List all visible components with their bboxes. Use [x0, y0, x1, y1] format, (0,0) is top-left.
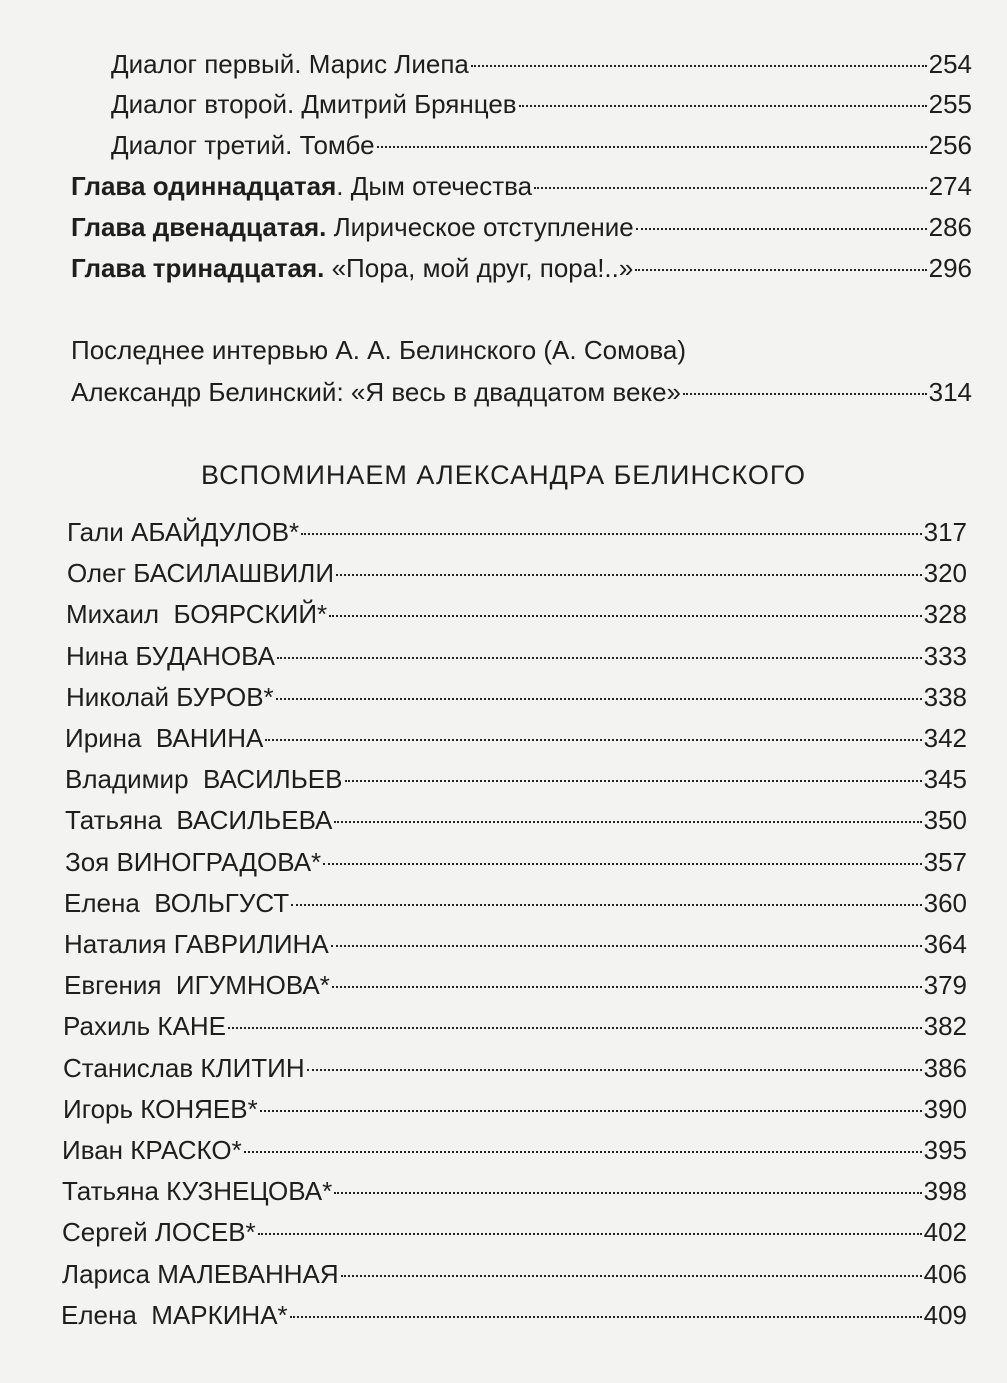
memory-author-name: Наталия ГАВРИЛИНА	[64, 929, 329, 959]
memory-author-name: Елена МАРКИНА*	[61, 1300, 288, 1330]
toc-entry-memory	[61, 1299, 967, 1331]
memory-author-name: Нина БУДАНОВА	[66, 641, 275, 671]
dot-leader	[635, 269, 926, 271]
dot-leader	[334, 1192, 921, 1194]
toc-entry-memory	[66, 681, 967, 713]
toc-page-number: 317	[923, 517, 967, 547]
toc-entry-chapter-12	[71, 211, 972, 243]
toc-entry-memory	[64, 928, 967, 960]
toc-page-number: 364	[923, 929, 967, 959]
toc-entry-label: Диалог первый. Марис Лиепа	[111, 49, 469, 79]
memory-author-name: Татьяна КУЗНЕЦОВА*	[62, 1176, 333, 1206]
toc-entry-chapter-13	[71, 252, 972, 284]
toc-entry-memory	[63, 1052, 967, 1084]
dot-leader	[265, 739, 921, 741]
memory-author-name: Владимир ВАСИЛЬЕВ	[65, 764, 343, 794]
toc-entry-memory	[65, 846, 967, 878]
toc-page-number: 286	[928, 212, 972, 242]
memory-author-name: Гали АБАЙДУЛОВ*	[67, 517, 300, 547]
dot-leader	[519, 105, 927, 107]
chapter-number: Глава тринадцатая.	[71, 253, 325, 283]
dot-leader	[636, 228, 927, 230]
toc-entry-dialog-2	[111, 88, 972, 120]
memory-author-name: Рахиль КАНЕ	[63, 1011, 227, 1041]
toc-entry-label: Александр Белинский: «Я весь в двадцатом веке»	[71, 377, 681, 407]
toc-page-number: 255	[928, 89, 972, 119]
toc-entry-interview	[71, 376, 972, 408]
toc-entry-memory	[63, 1010, 967, 1042]
toc-entry-memory	[65, 763, 967, 795]
dot-leader	[301, 533, 921, 535]
toc-page-number: 274	[928, 171, 972, 201]
toc-page-number: 333	[923, 641, 967, 671]
memory-author-name: Игорь КОНЯЕВ*	[63, 1094, 258, 1124]
dot-leader	[228, 1027, 922, 1029]
memory-author-name: Михаил БОЯРСКИЙ*	[66, 599, 328, 629]
toc-entry-dialog-1	[111, 48, 972, 80]
toc-entry-chapter-11	[71, 170, 972, 202]
toc-entry-label: Диалог третий. Томбе	[111, 130, 375, 160]
memory-author-name: Николай БУРОВ*	[66, 682, 274, 712]
dot-leader	[277, 657, 922, 659]
dot-leader	[329, 615, 921, 617]
toc-page-number: 357	[923, 847, 967, 877]
dot-leader	[258, 1233, 922, 1235]
toc-page-number: 382	[923, 1011, 967, 1041]
memory-author-name: Евгения ИГУМНОВА*	[64, 970, 330, 1000]
memory-author-name: Станислав КЛИТИН	[63, 1053, 305, 1083]
memory-author-name: Ирина ВАНИНА	[65, 723, 264, 753]
interview-title: Последнее интервью А. А. Белинского (А. Сомова)	[71, 335, 687, 365]
toc-page-number: 386	[923, 1053, 967, 1083]
toc-page-number: 296	[928, 253, 972, 283]
dot-leader	[471, 65, 927, 67]
toc-page-number: 314	[928, 377, 972, 407]
toc-page-number: 406	[923, 1259, 967, 1289]
dot-leader	[332, 986, 922, 988]
chapter-title: Лирическое отступление	[326, 212, 634, 242]
dot-leader	[336, 574, 922, 576]
toc-entry-dialog-3	[111, 129, 972, 161]
toc-page-number: 398	[923, 1176, 967, 1206]
memory-author-name: Сергей ЛОСЕВ*	[62, 1217, 256, 1247]
dot-leader	[345, 780, 922, 782]
toc-entry-memory	[66, 640, 967, 672]
memory-author-name: Зоя ВИНОГРАДОВА*	[65, 847, 322, 877]
dot-leader	[334, 821, 921, 823]
toc-page-number: 379	[923, 970, 967, 1000]
toc-entry-memory	[65, 722, 967, 754]
toc-entry-memory	[62, 1175, 967, 1207]
chapter-number: Глава одиннадцатая	[71, 171, 337, 201]
toc-entry-label: Диалог второй. Дмитрий Брянцев	[111, 89, 517, 119]
dot-leader	[307, 1069, 922, 1071]
toc-page-number: 342	[923, 723, 967, 753]
memory-author-name: Лариса МАЛЕВАННАЯ	[62, 1259, 339, 1289]
toc-entry-memory	[65, 804, 967, 836]
toc-entry-memory	[62, 1134, 967, 1166]
dot-leader	[291, 904, 921, 906]
dot-leader	[244, 1151, 922, 1153]
toc-page-number: 350	[923, 805, 967, 835]
toc-entry-memory	[62, 1216, 967, 1248]
chapter-number: Глава двенадцатая.	[71, 212, 327, 242]
toc-entry-memory	[67, 516, 967, 548]
toc-page-number: 254	[928, 49, 972, 79]
dot-leader	[534, 187, 926, 189]
dot-leader	[377, 146, 927, 148]
dot-leader	[290, 1316, 922, 1318]
dot-leader	[331, 945, 922, 947]
toc-entry-memory	[64, 969, 967, 1001]
toc-entry-memory	[64, 887, 967, 919]
toc-page-number: 320	[923, 558, 967, 588]
memory-author-name: Иван КРАСКО*	[62, 1135, 242, 1165]
dot-leader	[323, 863, 921, 865]
toc-page-number: 345	[923, 764, 967, 794]
toc-page-number: 390	[923, 1094, 967, 1124]
toc-page-number: 256	[928, 130, 972, 160]
memory-author-name: Елена ВОЛЬГУСТ	[64, 888, 290, 918]
dot-leader	[683, 393, 927, 395]
toc-entry-memory	[63, 1093, 967, 1125]
memory-author-name: Татьяна ВАСИЛЬЕВА	[65, 805, 333, 835]
section-heading: ВСПОМИНАЕМ АЛЕКСАНДРА БЕЛИНСКОГО	[201, 460, 806, 490]
toc-page-number: 338	[923, 682, 967, 712]
dot-leader	[341, 1275, 922, 1277]
toc-entry-memory	[62, 1258, 967, 1290]
toc-page-number: 402	[923, 1217, 967, 1247]
dot-leader	[276, 698, 922, 700]
memory-author-name: Олег БАСИЛАШВИЛИ	[67, 558, 335, 588]
dot-leader	[260, 1110, 922, 1112]
toc-page-number: 328	[923, 599, 967, 629]
toc-page-number: 409	[923, 1300, 967, 1330]
toc-page-number: 395	[923, 1135, 967, 1165]
chapter-title: . Дым отечества	[336, 171, 533, 201]
toc-entry-memory	[67, 557, 967, 589]
chapter-title: «Пора, мой друг, пора!..»	[324, 253, 634, 283]
toc-entry-memory	[66, 598, 967, 630]
toc-page-number: 360	[923, 888, 967, 918]
